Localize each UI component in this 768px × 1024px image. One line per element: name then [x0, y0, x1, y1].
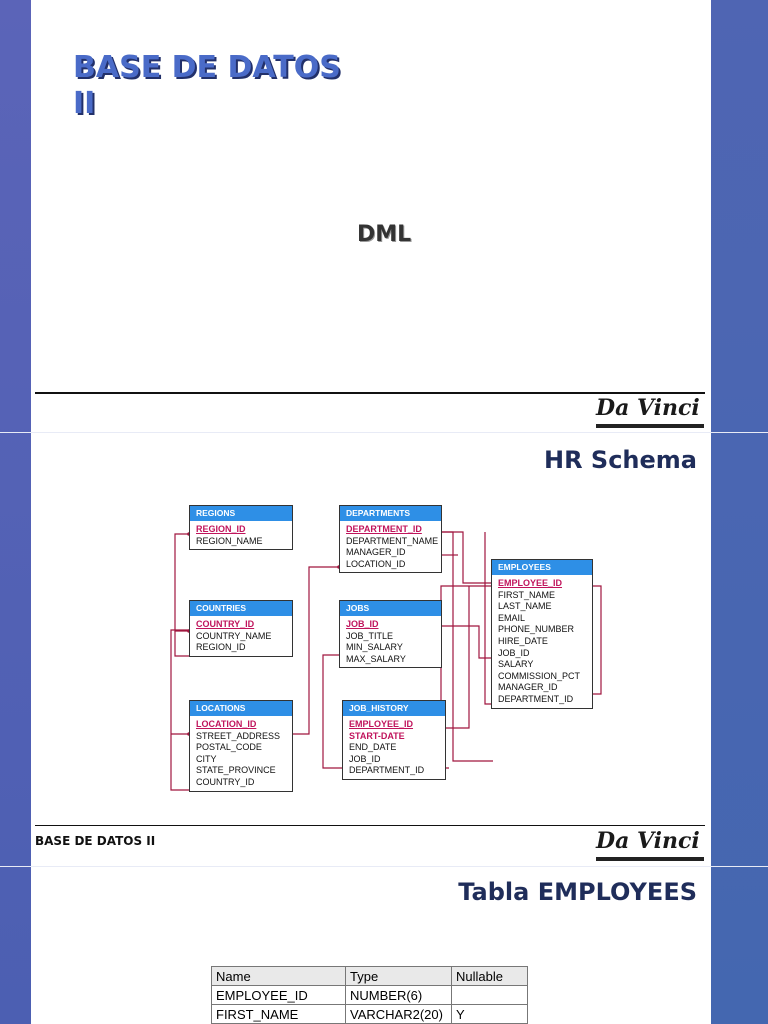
footer-rule [35, 825, 705, 826]
field: MAX_SALARY [346, 653, 406, 664]
field: EMPLOYEE_ID [349, 719, 414, 729]
field: DEPARTMENT_ID [346, 524, 422, 534]
entity-header: EMPLOYEES [492, 560, 592, 575]
relationship-line [175, 631, 189, 656]
relationship-line [293, 567, 339, 734]
entity-fields [343, 716, 445, 779]
table-cell: FIRST_NAME [212, 1005, 346, 1024]
field: COMMISSION_PCT [498, 670, 581, 681]
field: JOB_ID [349, 753, 381, 764]
field: REGION_ID [196, 524, 246, 534]
field: END_DATE [349, 742, 397, 753]
field: EMPLOYEE_ID [498, 578, 563, 588]
entity-regions [189, 505, 293, 550]
slide-title-heading [73, 50, 341, 122]
slide-divider [0, 432, 768, 433]
subtitle-dml: DML [357, 222, 412, 247]
table-cell: EMPLOYEE_ID [212, 986, 346, 1005]
relationship-line [323, 655, 342, 768]
table-cell: Y [452, 1005, 528, 1024]
field: COUNTRY_ID [196, 776, 255, 787]
entity-header: COUNTRIES [190, 601, 292, 616]
field: MIN_SALARY [346, 642, 403, 653]
slide-divider [0, 866, 768, 867]
field: MANAGER_ID [498, 682, 558, 693]
field: REGION_NAME [196, 535, 263, 546]
field: JOB_ID [346, 619, 379, 629]
table-header-row [212, 967, 528, 986]
entity-header: LOCATIONS [190, 701, 292, 716]
slide-rule [35, 392, 705, 394]
field: POSTAL_CODE [196, 742, 262, 753]
entity-fields [340, 616, 441, 667]
table-row [212, 1005, 528, 1024]
entity-fields [190, 521, 292, 549]
field: REGION_ID [196, 642, 246, 653]
describe-table [211, 966, 528, 1024]
entity-jobs [339, 600, 442, 668]
slide-hr-schema [31, 434, 711, 866]
field: LAST_NAME [498, 601, 552, 612]
field: LOCATION_ID [346, 558, 406, 569]
left-accent-bar [0, 0, 31, 1024]
entity-departments [339, 505, 442, 573]
entity-fields [492, 575, 592, 708]
field: STREET_ADDRESS [196, 730, 281, 741]
field: COUNTRY_NAME [196, 630, 272, 641]
field: JOB_ID [498, 647, 530, 658]
slide-employees-table [31, 868, 711, 1024]
field: PHONE_NUMBER [498, 624, 575, 635]
field: LOCATION_ID [196, 719, 257, 729]
field: DEPARTMENT_NAME [346, 535, 439, 546]
field: STATE_PROVINCE [196, 765, 276, 776]
field: CITY [196, 753, 217, 764]
entity-locations [189, 700, 293, 792]
footer-course-name: BASE DE DATOS II [35, 834, 156, 848]
entity-header: DEPARTMENTS [340, 506, 441, 521]
field: EMAIL [498, 612, 526, 623]
logo-underline [596, 424, 704, 428]
entity-fields [190, 616, 292, 656]
entity-employees [491, 559, 593, 709]
table-cell [452, 986, 528, 1005]
title-line-2: II [73, 86, 96, 121]
relationship-line [175, 534, 189, 631]
relationship-line [171, 630, 189, 790]
field: DEPARTMENT_ID [498, 693, 574, 704]
column-header: Type [346, 967, 452, 986]
table-cell: NUMBER(6) [346, 986, 452, 1005]
field: MANAGER_ID [346, 547, 406, 558]
table-cell: VARCHAR2(20) [346, 1005, 452, 1024]
logo-underline [596, 857, 704, 861]
entity-fields [190, 716, 292, 791]
column-header: Nullable [452, 967, 528, 986]
entity-header: JOB_HISTORY [343, 701, 445, 716]
entity-header: REGIONS [190, 506, 292, 521]
slide-heading: Tabla EMPLOYEES [458, 878, 697, 906]
entity-countries [189, 600, 293, 657]
field: DEPARTMENT_ID [349, 765, 425, 776]
davinci-logo: Da Vinci [596, 828, 700, 854]
davinci-logo: Da Vinci [596, 395, 700, 421]
slide-title [31, 0, 711, 432]
right-accent-bar [711, 0, 768, 1024]
slide-heading: HR Schema [544, 446, 697, 474]
entity-header: JOBS [340, 601, 441, 616]
field: HIRE_DATE [498, 635, 548, 646]
entity-job-history [342, 700, 446, 780]
field: FIRST_NAME [498, 589, 556, 600]
field: SALARY [498, 659, 534, 670]
field: START-DATE [349, 730, 405, 741]
field: COUNTRY_ID [196, 619, 255, 629]
field: JOB_TITLE [346, 630, 394, 641]
column-header: Name [212, 967, 346, 986]
entity-fields [340, 521, 441, 572]
title-line-1: BASE DE DATOS [73, 50, 341, 85]
table-row [212, 986, 528, 1005]
